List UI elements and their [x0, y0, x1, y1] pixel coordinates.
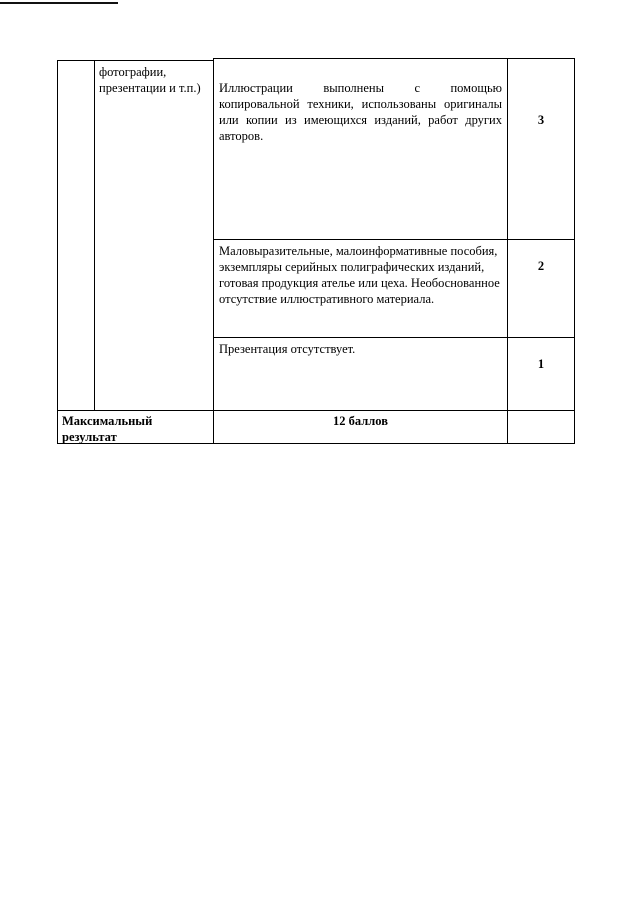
criterion-column-divider [213, 58, 214, 444]
table-top-border-right [213, 58, 575, 59]
row-3-score: 1 [537, 357, 545, 371]
table-left-border [57, 60, 58, 444]
footer-total: 12 баллов [333, 414, 388, 428]
footer-label: Максимальный результат [62, 414, 153, 444]
row-separator-1 [213, 239, 575, 240]
criterion-text: фотографии, презентации и т.п.) [99, 65, 201, 95]
row-separator-2 [213, 337, 575, 338]
row-2-score: 2 [537, 259, 545, 273]
footer-separator [57, 410, 575, 411]
row-1-description: Иллюстрации выполнены с помощью копировальной техники, использованы оригиналы или копии из имеющихся изданий, работ других авторов. [219, 81, 502, 143]
table-right-border [574, 58, 575, 444]
scan-artifact-line [0, 2, 118, 4]
row-1-score: 3 [537, 113, 545, 127]
row-3-description: Презентация отсутствует. [219, 342, 356, 356]
table-top-border-left [57, 60, 214, 61]
number-column-divider [94, 60, 95, 411]
row-2-description: Маловыразительные, малоинформативные пособия, экземпляры серийных полиграфических изданий, готовая продукция ателье или цеха. Необоснованное отсутствие иллюстративного материала. [219, 244, 500, 306]
